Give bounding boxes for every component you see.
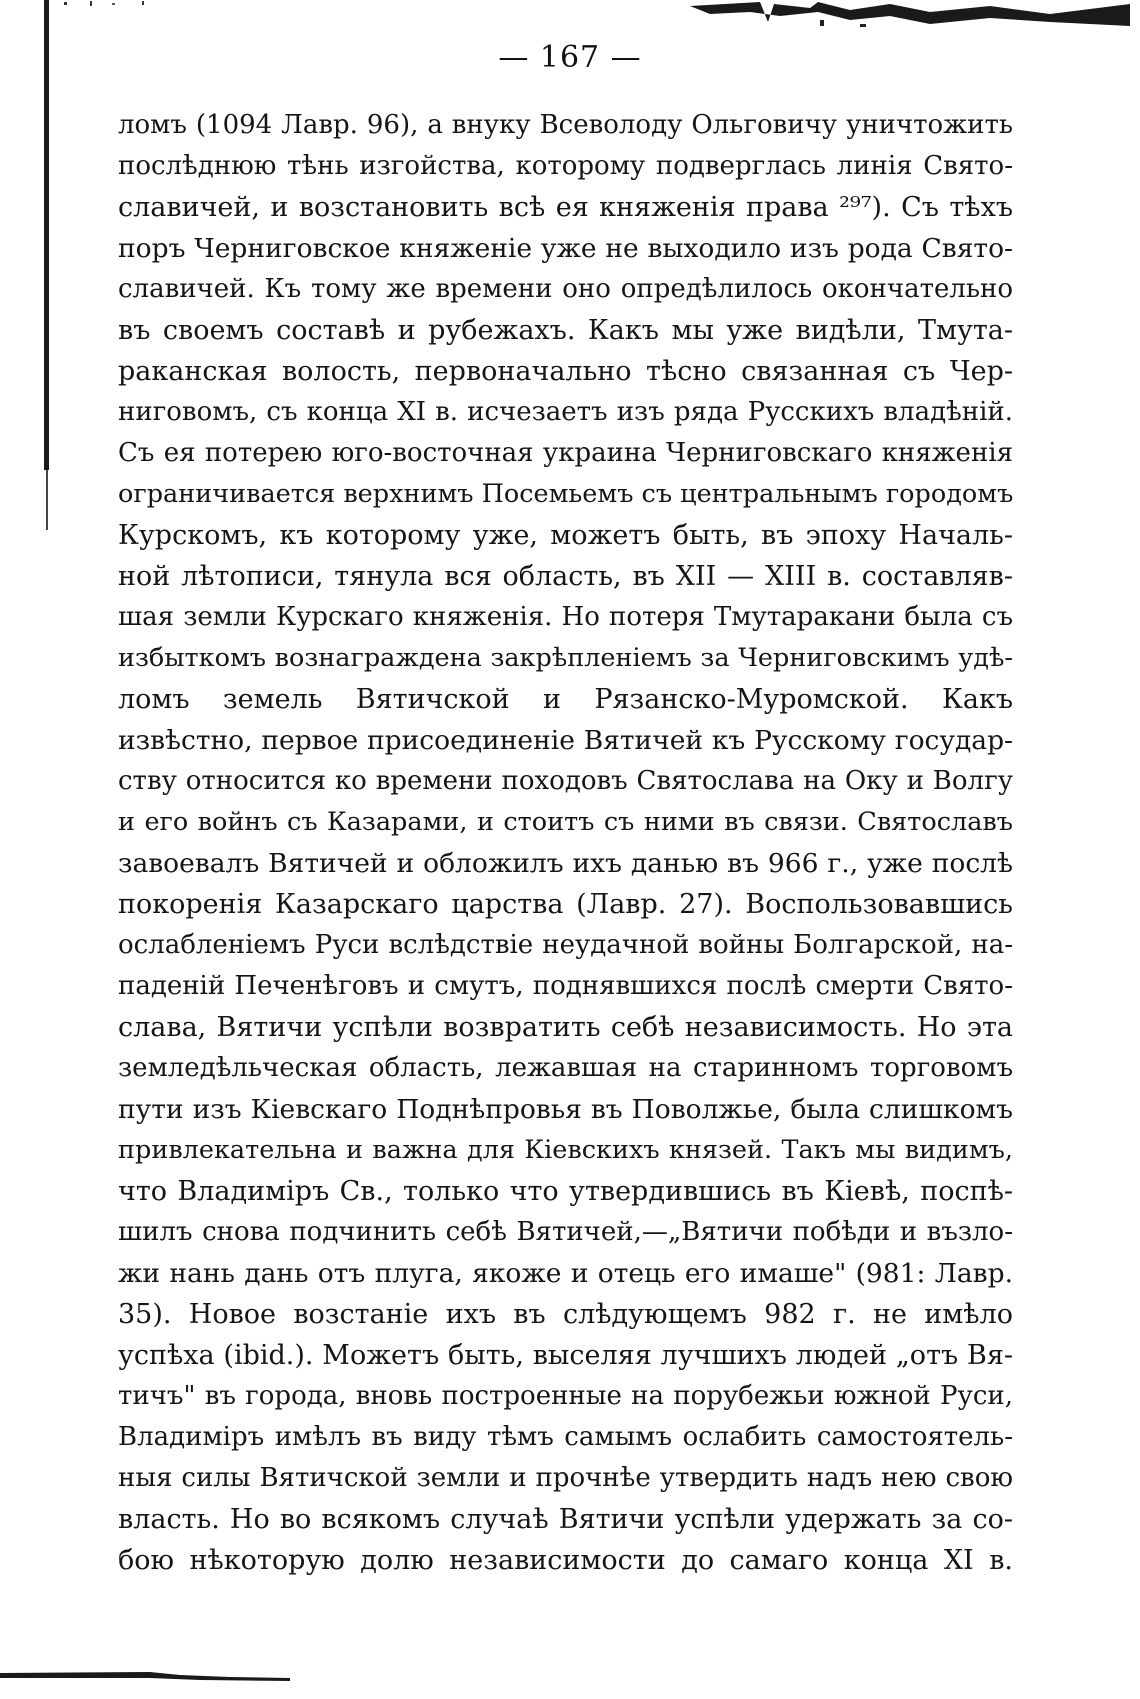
text-line: славичей. Къ тому же времени оно опредѣлилось окончательно (118, 274, 1013, 304)
text-line: и его войнъ съ Казарами, и стоитъ съ ними въ связи. Святославъ (118, 807, 1013, 837)
text-line: шая земли Курскаго княженія. Но потеря Тмутаракани была съ (118, 602, 1013, 632)
text-line: ныя силы Вятичской земли и прочнѣе утвердить надъ нею свою (118, 1463, 1013, 1493)
text-line: ослабленіемъ Руси вслѣдствіе неудачной войны Болгарской, на- (118, 930, 1013, 960)
text-line: поръ Черниговское княженіе уже не выходило изъ рода Свято- (118, 233, 1013, 264)
text-line: паденій Печенѣговъ и смутъ, поднявшихся послѣ смерти Свято- (118, 971, 1013, 1001)
text-line: завоевалъ Вятичей и обложилъ ихъ данью въ 966 г., уже послѣ (118, 848, 1013, 879)
text-line: раканская волость, первоначально тѣсно связанная съ Чер- (118, 356, 1013, 387)
text-line: ниговомъ, съ конца XI в. исчезаетъ изъ ряда Русскихъ владѣній. (118, 397, 1013, 427)
text-line: власть. Но во всякомъ случаѣ Вятичи успѣли удержать за со- (118, 1504, 1013, 1535)
text-line: пути изъ Кіевскаго Поднѣпровья въ Поволжье, была слишкомъ (118, 1094, 1013, 1125)
text-line: Съ ея потерею юго-восточная украина Черниговскаго княженія (118, 438, 1013, 468)
text-line: ной лѣтописи, тянула вся область, въ XII — XIII в. составляв- (118, 561, 1013, 592)
text-line: ству относится ко времени походовъ Святослава на Оку и Волгу (118, 766, 1013, 796)
text-line: ограничивается верхнимъ Посемьемъ съ центральнымъ городомъ (118, 479, 1014, 509)
text-line: Владиміръ имѣлъ въ виду тѣмъ самымъ ослабить самостоятель- (118, 1422, 1013, 1452)
scan-noise-top-left (60, 0, 170, 16)
text-line: избыткомъ вознаграждена закрѣпленіемъ за Черниговскимъ удѣ- (118, 643, 1013, 673)
text-line: привлекательна и важна для Кіевскихъ князей. Такъ мы видимъ, (118, 1135, 1013, 1165)
text-line: жи нань дань отъ плуга, якоже и отець его имаше" (981: Лавр. (118, 1258, 1013, 1289)
text-line: земледѣльческая область, лежавшая на старинномъ торговомъ (118, 1053, 1013, 1083)
body-text (118, 105, 1013, 1581)
text-line: извѣстно, первое присоединеніе Вятичей къ Русскому государ- (118, 725, 1013, 756)
text-line: успѣха (ibid.). Можетъ быть, выселяя лучшихъ людей „отъ Вя- (118, 1340, 1013, 1371)
text-line: тичъ" въ города, вновь построенные на порубежьи южной Руси, (118, 1381, 1013, 1411)
text-line: Курскомъ, къ которому уже, можетъ быть, въ эпоху Началь- (118, 520, 1013, 551)
text-line: бою нѣкоторую долю независимости до самаго конца XI в. (118, 1545, 1013, 1576)
text-line: послѣднюю тѣнь изгойства, которому подверглась линія Свято- (118, 151, 1013, 181)
text-line: шилъ снова подчинить себѣ Вятичей,—„Вятичи побѣди и възло- (118, 1217, 1013, 1247)
text-line: 35). Новое возстаніе ихъ въ слѣдующемъ 982 г. не имѣло (118, 1299, 1013, 1330)
text-line: въ своемъ составѣ и рубежахъ. Какъ мы уже видѣли, Тмута- (118, 315, 1013, 346)
scan-smudge-bottom (0, 1670, 290, 1682)
text-line: ломъ (1094 Лавр. 96), а внуку Всеволоду Ольговичу уничтожить (118, 110, 1013, 140)
text-line: покоренія Казарскаго царства (Лавр. 27). Воспользовавшись (118, 889, 1013, 920)
text-line: что Владиміръ Св., только что утвердившись въ Кіевѣ, поспѣ- (118, 1176, 1013, 1207)
text-line: ломъ земель Вятичской и Рязанско-Муромской. Какъ (118, 684, 1013, 715)
text-line: слава, Вятичи успѣли возвратить себѣ независимость. Но эта (118, 1012, 1013, 1043)
page-number: — 167 — (498, 40, 642, 75)
scan-edge-shadow-lower (46, 470, 48, 530)
text-line: славичей, и возстановить всѣ ея княженія права ²⁹⁷). Съ тѣхъ (118, 192, 1013, 223)
